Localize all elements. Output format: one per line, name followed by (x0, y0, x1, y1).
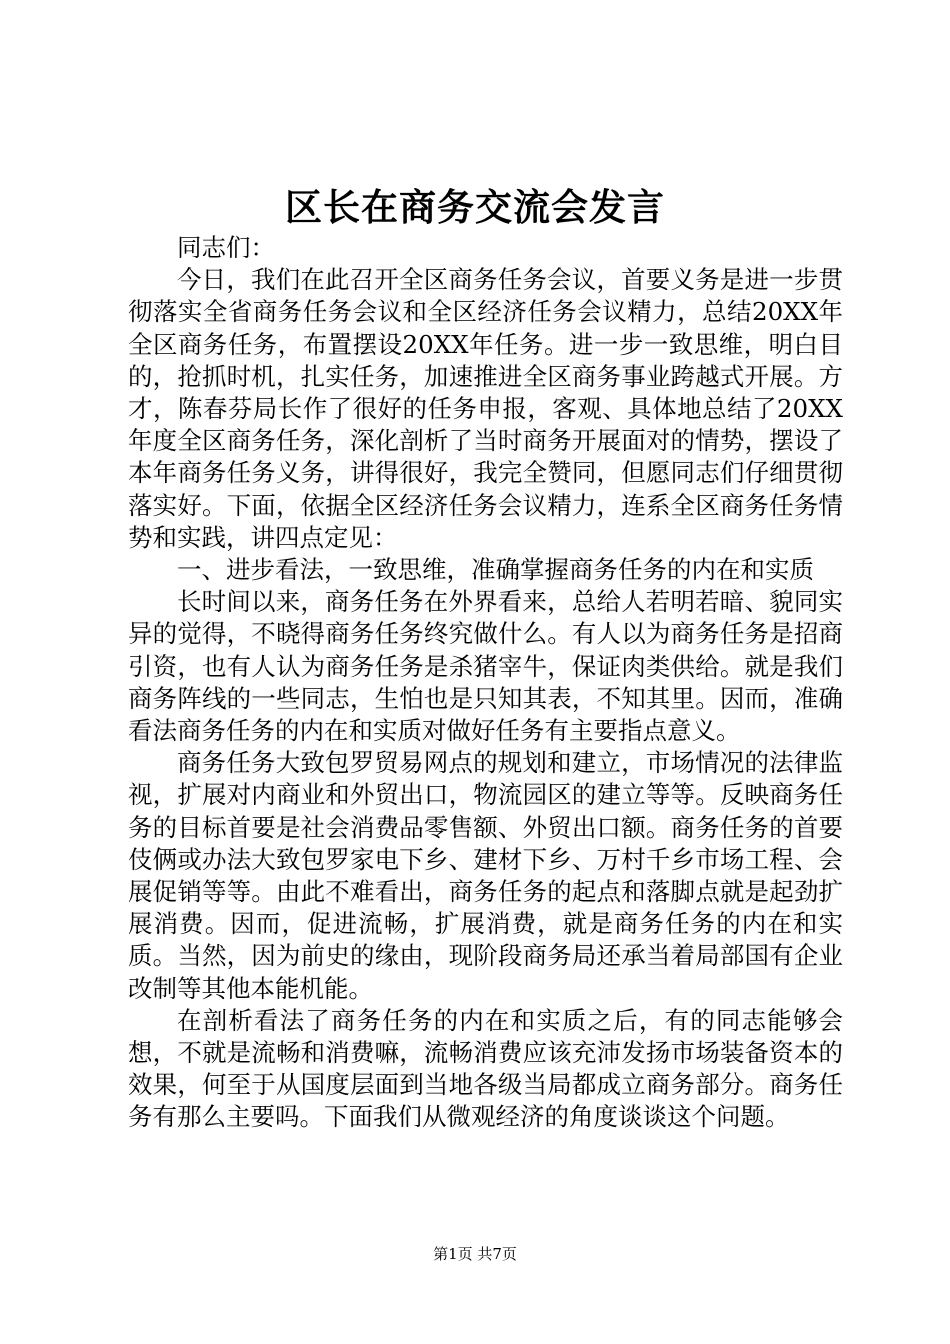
body-paragraph: 长时间以来，商务任务在外界看来，总给人若明若暗、貌同实异的觉得，不晓得商务任务终究做什么。有人以为商务任务是招商引资，也有人认为商务任务是杀猪宰牛，保证肉类供给。就是我们商务阵线的一些同志，生怕也是只知其表，不知其里。因而，准确看法商务任务的内在和实质对做好任务有主要指点意义。 (128, 587, 843, 746)
document-body (128, 232, 843, 1134)
intro-paragraph: 今日，我们在此召开全区商务任务会议，首要义务是进一步贯彻落实全省商务任务会议和全区经济任务会议精力，总结20XX年全区商务任务，布置摆设20XX年任务。进一步一致思维，明白目的，抢抓时机，扎实任务，加速推进全区商务事业跨越式开展。方才，陈春芬局长作了很好的任务申报，客观、具体地总结了20XX年度全区商务任务，深化剖析了当时商务开展面对的情势，摆设了本年商务任务义务，讲得很好，我完全赞同，但愿同志们仔细贯彻落实好。下面，依据全区经济任务会议精力，连系全区商务任务情势和实践，讲四点定见： (128, 265, 843, 552)
body-paragraph: 商务任务大致包罗贸易网点的规划和建立，市场情况的法律监视，扩展对内商业和外贸出口，物流园区的建立等等。反映商务任务的目标首要是社会消费品零售额、外贸出口额。商务任务的首要伎俩或办法大致包罗家电下乡、建材下乡、万村千乡市场工程、会展促销等等。由此不难看出，商务任务的起点和落脚点就是起劲扩展消费。因而，促进流畅，扩展消费，就是商务任务的内在和实质。当然，因为前史的缘由，现阶段商务局还承当着局部国有企业改制等其他本能机能。 (128, 748, 843, 1003)
body-paragraph: 在剖析看法了商务任务的内在和实质之后，有的同志能够会想，不就是流畅和消费嘛，流畅消费应该充沛发扬市场装备资本的效果，何至于从国度层面到当地各级当局都成立商务部分。商务任务有那么主要吗。下面我们从微观经济的角度谈谈这个问题。 (128, 1005, 843, 1132)
page-number-footer: 第1页 共7页 (433, 1245, 517, 1263)
section-heading-1: 一、进步看法，一致思维，准确掌握商务任务的内在和实质 (177, 555, 814, 585)
document-title: 区长在商务交流会发言 (285, 185, 665, 229)
salutation-paragraph: 同志们： (177, 233, 275, 262)
